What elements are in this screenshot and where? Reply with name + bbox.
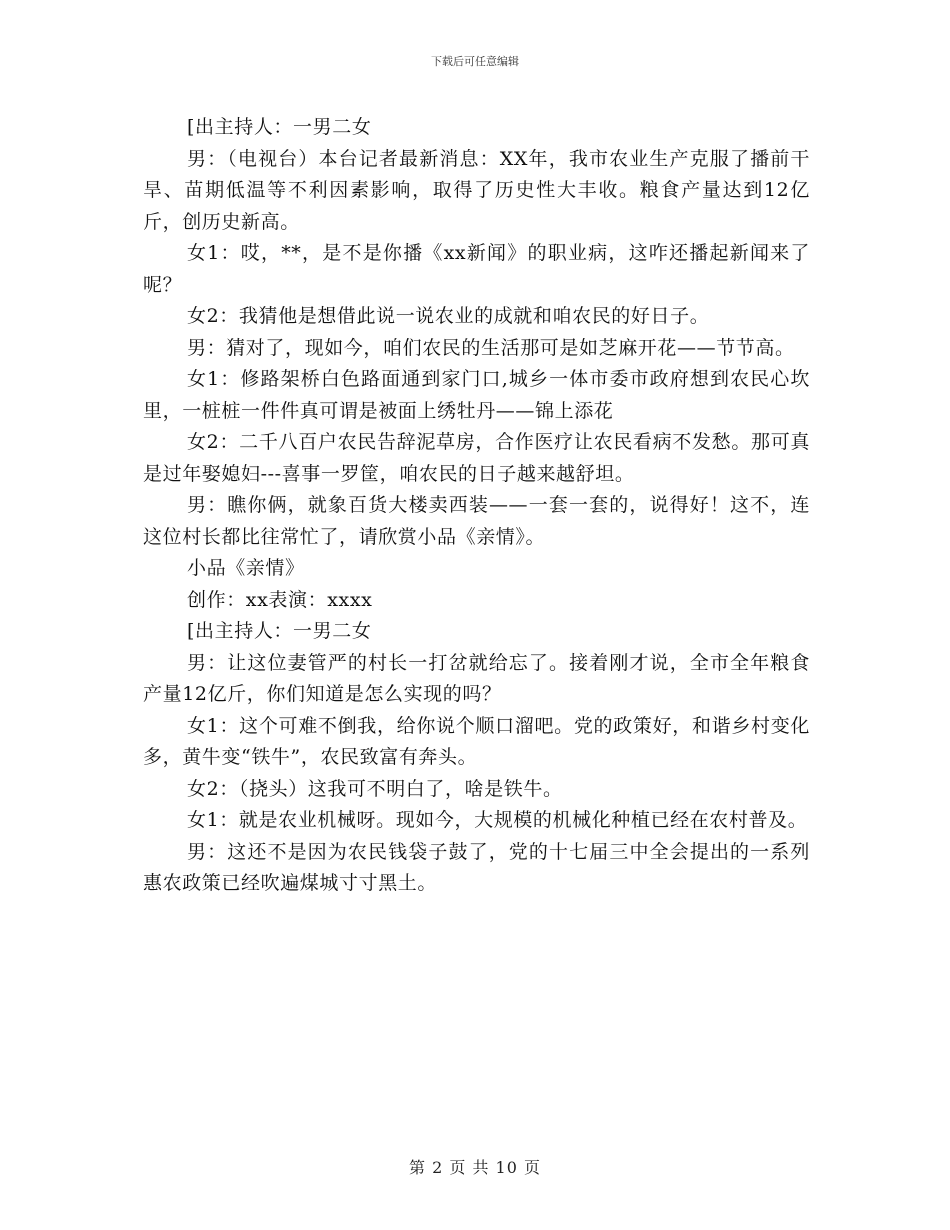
paragraph-male-news: 男：（电视台）本台记者最新消息：XX年，我市农业生产克服了播前干旱、苗期低温等不利因素影响，取得了历史性大丰收。粮食产量达到12亿斤，创历史新高。	[143, 147, 810, 233]
paragraph-female2-guess: 女2：我猜他是想借此说一说农业的成就和咱农民的好日子。	[187, 305, 710, 327]
paragraph-host-entry-1: [出主持人：一男二女	[187, 116, 372, 138]
paragraph-male-grain: 男：让这位妻管严的村长一打岔就给忘了。接着刚才说，全市全年粮食产量12亿斤，你们知道是怎么实现的吗？	[143, 651, 810, 705]
page-header-note: 下载后可任意编辑	[431, 55, 519, 68]
document-body	[143, 112, 810, 900]
page-number: 第 2 页 共 10 页	[409, 1158, 541, 1177]
paragraph-host-entry-2: [出主持人：一男二女	[187, 620, 372, 642]
paragraph-male-policy: 男：这还不是因为农民钱袋子鼓了，党的十七届三中全会提出的一系列惠农政策已经吹遍煤城寸寸黑土。	[143, 840, 810, 894]
paragraph-female1-roads: 女1：修路架桥白色路面通到家门口,城乡一体市委市政府想到农民心坎里，一桩桩一件件真可谓是被面上绣牡丹——锦上添花	[143, 368, 810, 422]
paragraph-female2-iron-ox: 女2：（挠头）这我可不明白了，啥是铁牛。	[187, 777, 563, 800]
paragraph-female1-machinery: 女1：就是农业机械呀。现如今，大规模的机械化种植已经在农村普及。	[187, 809, 808, 831]
paragraph-sketch-title: 小品《亲情》	[187, 557, 305, 579]
paragraph-female2-houses: 女2：二千八百户农民告辞泥草房，合作医疗让农民看病不发愁。那可真是过年娶媳妇---喜事一罗筐，咱农民的日子越来越舒坦。	[143, 431, 810, 485]
paragraph-female1-question: 女1：哎，**，是不是你播《xx新闻》的职业病，这咋还播起新闻来了呢？	[143, 242, 810, 296]
paragraph-male-intro-sketch: 男：瞧你俩，就象百货大楼卖西装——一套一套的，说得好！这不，连这位村长都比往常忙了，请欣赏小品《亲情》。	[143, 494, 810, 548]
paragraph-male-sesame: 男：猜对了，现如今，咱们农民的生活那可是如芝麻开花——节节高。	[187, 336, 795, 359]
paragraph-female1-rhyme: 女1：这个可难不倒我，给你说个顺口溜吧。党的政策好，和谐乡村变化多，黄牛变“铁牛”，农民致富有奔头。	[143, 714, 810, 768]
paragraph-sketch-credits: 创作：xx表演：xxxx	[187, 588, 373, 611]
